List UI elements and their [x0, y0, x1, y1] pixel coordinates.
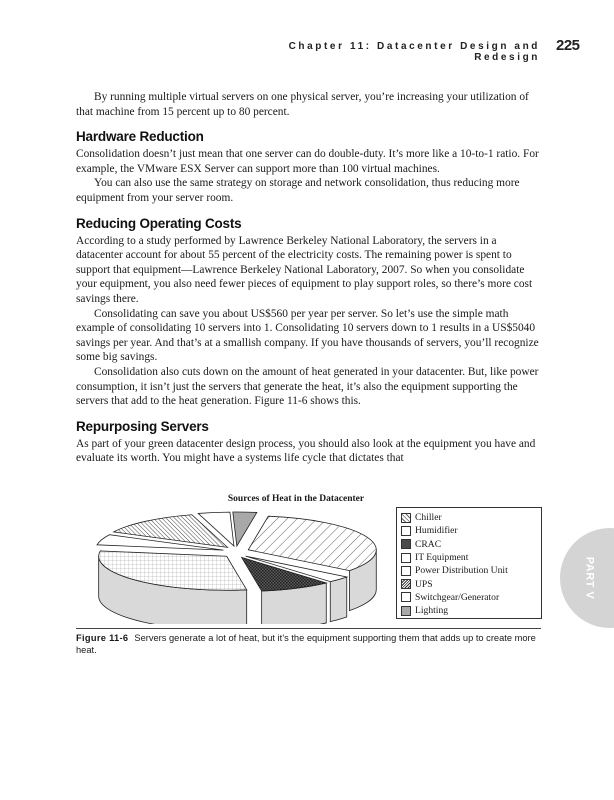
figure-label: Figure 11-6: [76, 633, 129, 643]
legend-label: Chiller: [415, 512, 442, 524]
section-reducing-operating-costs: [76, 216, 541, 409]
page-number: 225: [556, 37, 580, 54]
part-tab: [560, 528, 614, 628]
legend-label: Power Distribution Unit: [415, 565, 508, 577]
pie-chart: [76, 488, 396, 624]
section-repurposing-servers: [76, 419, 541, 466]
legend-item-humidifier: [401, 524, 541, 537]
paragraph: As part of your green datacenter design process, you should also look at the equipment you have and evaluate its worth. You might have a systems life cycle that dictates that: [76, 437, 536, 465]
legend-swatch: [401, 539, 411, 549]
running-head: Chapter 11: Datacenter Design and Redesign: [288, 41, 540, 63]
legend-item-chiller: [401, 511, 541, 524]
section-hardware-reduction: [76, 129, 541, 205]
paragraph: According to a study performed by Lawrence Berkeley National Laboratory, the servers in a datacenter account for about 55 percent of the electricity costs. The remaining power is spent to support that equipment—Lawrence Berkeley National Laboratory, 2007. So when you consolidate your equipment, you also need fewer pieces of equipment to play support roles, so there’s more cost savings there.: [76, 234, 533, 305]
legend-label: Humidifier: [415, 525, 458, 537]
legend-label: Lighting: [415, 605, 449, 617]
paragraph: Consolidation also cuts down on the amount of heat generated in your datacenter. But, like power consumption, it isn’t just the servers that generate the heat, it’s also the equipment supporting the servers that add to the heat generation. Figure 11-6 shows this.: [76, 365, 539, 408]
legend-item-it-equipment: [401, 551, 541, 564]
legend-swatch: [401, 526, 411, 536]
legend-item-ups: [401, 577, 541, 590]
legend-label: Switchgear/Generator: [415, 591, 500, 603]
chart-legend: [396, 507, 542, 619]
figure-caption: [76, 628, 541, 656]
legend-swatch: [401, 606, 411, 616]
paragraph: Consolidating can save you about US$560 per year per server. So let’s use the simple math example of consolidating 10 servers into 1. Consolidating 10 servers down to 1 results in a US$5040 savings per year. And that’s at a smallish company. If you have thousands of servers, you’ll recognize some big savings.: [76, 307, 539, 364]
part-label: PART V: [583, 556, 596, 600]
legend-item-crac: [401, 538, 541, 551]
paragraph: You can also use the same strategy on storage and network consolidation, thus reducing more equipment from your server room.: [76, 177, 520, 204]
legend-swatch: [401, 513, 411, 523]
legend-label: UPS: [415, 578, 433, 590]
section-heading: Reducing Operating Costs: [76, 215, 242, 231]
legend-swatch: [401, 579, 411, 589]
legend-item-power-distribution-unit: [401, 564, 541, 577]
legend-swatch: [401, 553, 411, 563]
legend-swatch: [401, 566, 411, 576]
legend-item-lighting: [401, 604, 541, 617]
heat-sources-chart: [76, 488, 541, 624]
section-heading: Repurposing Servers: [76, 418, 209, 434]
body-text: [76, 90, 541, 466]
intro-paragraph: By running multiple virtual servers on one physical server, you’re increasing your utilization of that machine from 15 percent up to 80 percent.: [76, 91, 529, 118]
caption-text: Servers generate a lot of heat, but it’s the equipment supporting them that adds up to create more heat.: [76, 633, 536, 655]
legend-label: CRAC: [415, 538, 442, 550]
legend-swatch: [401, 592, 411, 602]
chart-title: Sources of Heat in the Datacenter: [227, 494, 365, 504]
legend-label: IT Equipment: [415, 552, 469, 564]
legend-item-switchgear-generator: [401, 591, 541, 604]
pie-slice-side: [330, 577, 346, 622]
paragraph: Consolidation doesn’t just mean that one server can do double-duty. It’s more like a 10-to-1 ratio. For example, the VMware ESX Server can support more than 100 virtual machines.: [76, 148, 539, 175]
section-heading: Hardware Reduction: [76, 129, 204, 145]
